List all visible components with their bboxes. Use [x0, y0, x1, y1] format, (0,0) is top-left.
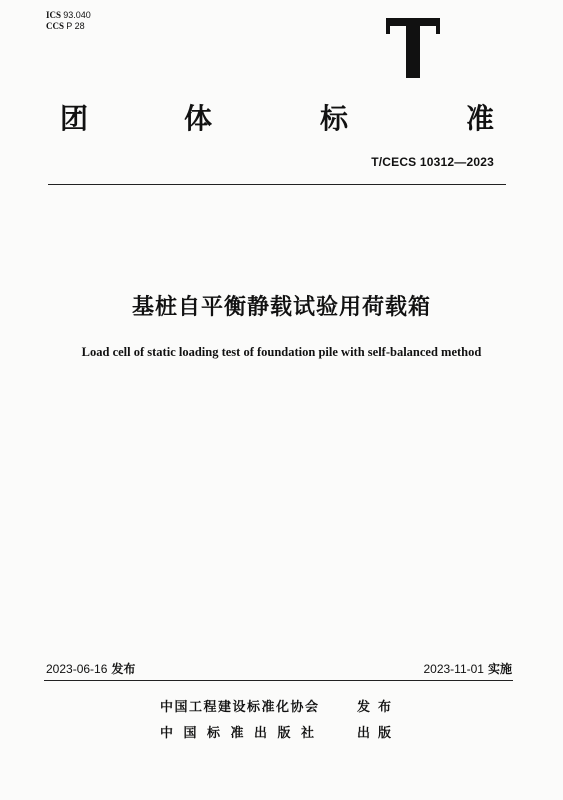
standard-type-char: 标 [320, 102, 349, 135]
implementation-date-value: 2023-11-01 [423, 662, 484, 676]
standard-type-char: 体 [184, 102, 213, 135]
issue-date [46, 660, 135, 677]
ics-code [46, 10, 91, 21]
title-english: Load cell of static loading test of foundation pile with self-balanced method [81, 345, 482, 359]
standard-letter-logo [385, 16, 441, 78]
title-chinese: 基桩自平衡静载试验用荷载箱 [131, 295, 431, 320]
ccs-value: P 28 [66, 21, 85, 31]
press-action: 出版 [357, 726, 400, 741]
implementation-date-label: 实施 [487, 662, 512, 676]
issuing-action: 发布 [357, 700, 400, 715]
ics-value: 93.040 [63, 10, 91, 20]
classification-codes [46, 10, 91, 32]
standard-type-char: 准 [466, 102, 495, 135]
standard-type-char: 团 [60, 102, 89, 135]
top-divider [48, 184, 506, 185]
standard-type [60, 97, 502, 133]
ccs-label: CCS [46, 21, 65, 31]
standard-letter: T [413, 71, 414, 72]
ccs-code [46, 21, 91, 32]
issue-date-label: 发布 [111, 662, 136, 676]
ics-label: ICS [46, 10, 62, 20]
implementation-date [423, 660, 512, 677]
bottom-divider [44, 680, 513, 681]
issuing-organization: 中国工程建设标准化协会 [160, 700, 320, 715]
press-name: 中国标准出版社 [160, 726, 325, 741]
standard-number: T/CECS 10312—2023 [371, 155, 494, 169]
issue-date-value: 2023-06-16 [46, 662, 108, 676]
